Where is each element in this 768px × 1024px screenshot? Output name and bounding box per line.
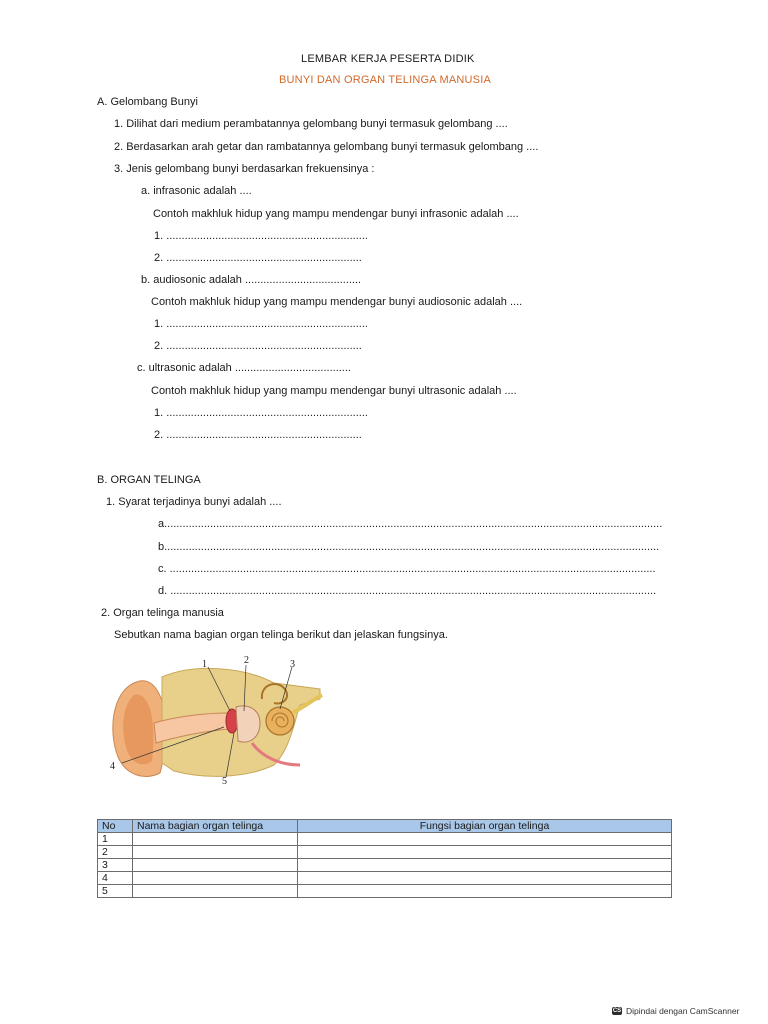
option-a: a................................................................................................................................................................... [158, 518, 663, 530]
audiosonic-answer-2: 2. ................................................................ [154, 340, 362, 352]
row-number: 5 [98, 885, 133, 898]
part-function-cell[interactable] [298, 872, 672, 885]
part-function-cell[interactable] [298, 833, 672, 846]
table-row [98, 859, 672, 872]
ultrasonic-answer-1: 1. .................................................................. [154, 407, 368, 419]
infrasonic-example: Contoh makhluk hidup yang mampu mendengar bunyi infrasonic adalah .... [153, 208, 519, 220]
question-b1: 1. Syarat terjadinya bunyi adalah .... [106, 496, 282, 508]
infrasonic-definition: a. infrasonic adalah .... [141, 185, 252, 197]
question-a3: 3. Jenis gelombang bunyi berdasarkan frekuensinya : [114, 163, 375, 175]
audiosonic-example: Contoh makhluk hidup yang mampu mendengar bunyi audiosonic adalah .... [151, 296, 523, 308]
section-b-heading: B. ORGAN TELINGA [97, 474, 201, 486]
part-function-cell[interactable] [298, 885, 672, 898]
row-number: 4 [98, 872, 133, 885]
camscanner-watermark [612, 1006, 739, 1016]
page-title: LEMBAR KERJA PESERTA DIDIK [301, 53, 475, 65]
option-c: c. ............................................................................................................................................................... [158, 563, 656, 575]
infrasonic-answer-1: 1. .................................................................. [154, 230, 368, 242]
figure-label-4: 4 [110, 761, 115, 772]
row-number: 1 [98, 833, 133, 846]
table-header-row [98, 820, 672, 833]
ultrasonic-definition: c. ultrasonic adalah ...................................... [137, 362, 351, 374]
instruction-text: Sebutkan nama bagian organ telinga berikut dan jelaskan fungsinya. [114, 629, 448, 641]
camscanner-icon: CS [612, 1008, 622, 1014]
ultrasonic-example: Contoh makhluk hidup yang mampu mendengar bunyi ultrasonic adalah .... [151, 385, 517, 397]
table-row [98, 885, 672, 898]
audiosonic-definition: b. audiosonic adalah ...................................... [141, 274, 362, 286]
part-name-cell[interactable] [133, 859, 298, 872]
ear-anatomy-figure [104, 653, 326, 785]
header-part-name: Nama bagian organ telinga [133, 820, 298, 833]
question-a2: 2. Berdasarkan arah getar dan rambatannya gelombang bunyi termasuk gelombang .... [114, 141, 539, 153]
figure-label-2: 2 [244, 655, 249, 666]
ear-parts-table [97, 819, 672, 898]
part-name-cell[interactable] [133, 872, 298, 885]
ultrasonic-answer-2: 2. ................................................................ [154, 429, 362, 441]
row-number: 3 [98, 859, 133, 872]
section-a-heading: A. Gelombang Bunyi [97, 96, 198, 108]
table-row [98, 833, 672, 846]
question-b2: 2. Organ telinga manusia [101, 607, 224, 619]
part-function-cell[interactable] [298, 859, 672, 872]
part-name-cell[interactable] [133, 846, 298, 859]
cochlea-shape [266, 707, 294, 735]
header-part-function: Fungsi bagian organ telinga [298, 820, 672, 833]
header-no: No [98, 820, 133, 833]
part-name-cell[interactable] [133, 833, 298, 846]
watermark-text: Dipindai dengan CamScanner [626, 1006, 740, 1016]
option-b: b.................................................................................................................................................................. [158, 541, 660, 553]
audiosonic-answer-1: 1. .................................................................. [154, 318, 368, 330]
table-row [98, 872, 672, 885]
question-a1: 1. Dilihat dari medium perambatannya gelombang bunyi termasuk gelombang .... [114, 118, 508, 130]
infrasonic-answer-2: 2. ................................................................ [154, 252, 362, 264]
figure-label-3: 3 [290, 659, 295, 670]
part-name-cell[interactable] [133, 885, 298, 898]
row-number: 2 [98, 846, 133, 859]
page-subtitle: BUNYI DAN ORGAN TELINGA MANUSIA [279, 74, 491, 86]
figure-label-5: 5 [222, 776, 227, 785]
option-d: d. ............................................................................................................................................................... [158, 585, 657, 597]
figure-label-1: 1 [202, 659, 207, 670]
table-row [98, 846, 672, 859]
part-function-cell[interactable] [298, 846, 672, 859]
